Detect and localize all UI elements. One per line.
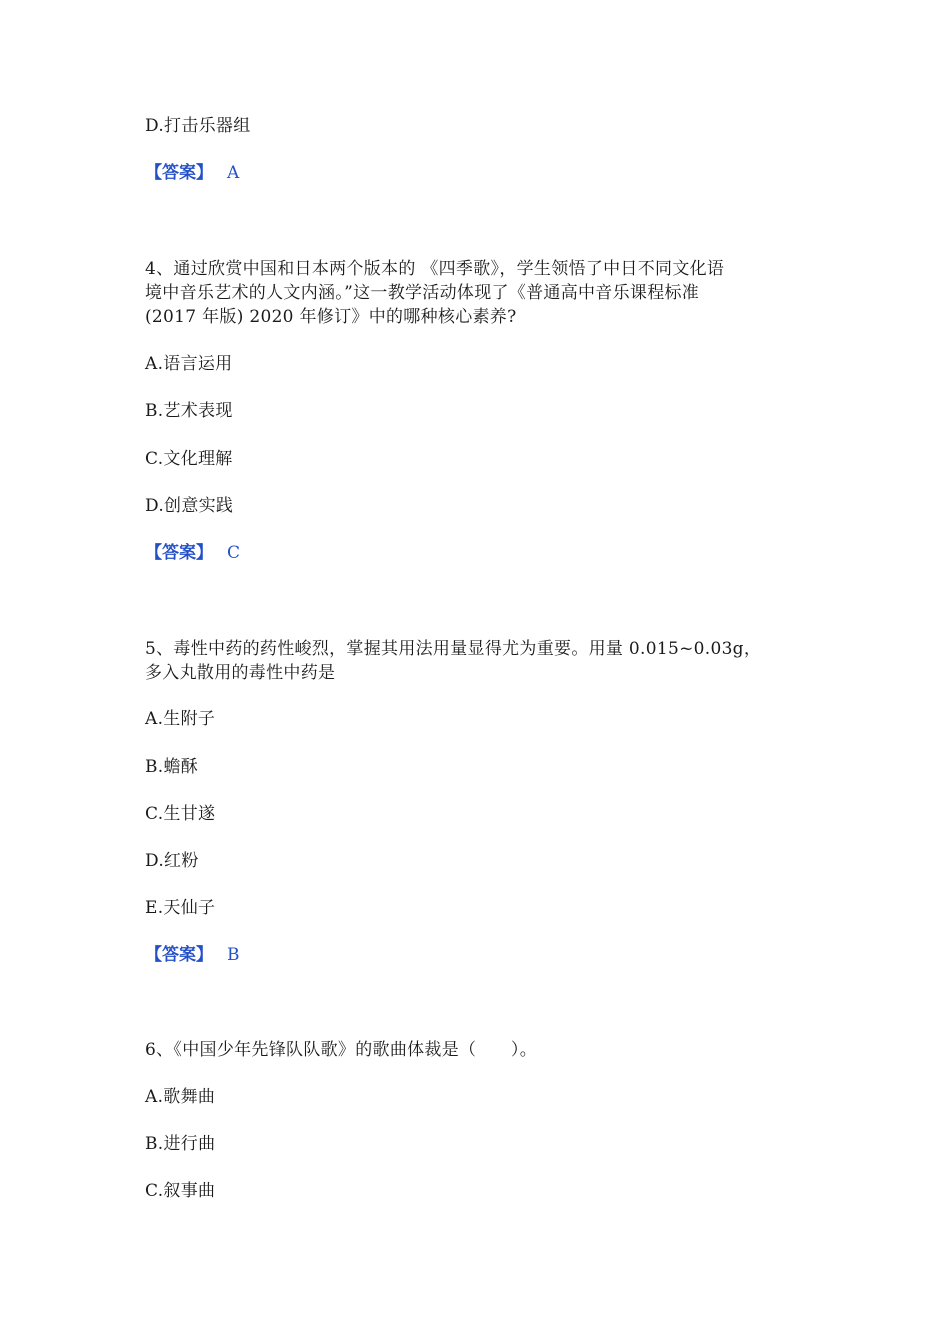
answer-label: 【答案】 bbox=[145, 945, 213, 965]
q6-option-a: A.歌舞曲 bbox=[145, 1087, 216, 1107]
q3-answer bbox=[145, 161, 239, 185]
q6-option-c: C.叙事曲 bbox=[145, 1181, 216, 1201]
q5-option-c: C.生甘遂 bbox=[145, 804, 216, 824]
q5-stem-line-2: 多入丸散用的毒性中药是 bbox=[145, 663, 336, 683]
q4-option-c: C.文化理解 bbox=[145, 449, 233, 469]
q5-answer bbox=[145, 943, 240, 967]
q6-stem-line-1: 6、《中国少年先锋队队歌》的歌曲体裁是（ ）。 bbox=[145, 1040, 538, 1060]
answer-value: A bbox=[227, 163, 240, 183]
q5-option-b: B.蟾酥 bbox=[145, 757, 199, 777]
q5-option-a: A.生附子 bbox=[145, 709, 216, 729]
q5-stem-line-1: 5、毒性中药的药性峻烈，掌握其用法用量显得尤为重要。用量 0.015~0.03g， bbox=[145, 639, 762, 659]
q4-option-a: A.语言运用 bbox=[145, 354, 233, 374]
answer-label: 【答案】 bbox=[145, 543, 213, 563]
q4-option-d: D.创意实践 bbox=[145, 496, 234, 516]
answer-value: B bbox=[227, 945, 240, 965]
q3-option-d: D.打击乐器组 bbox=[145, 116, 251, 136]
answer-label: 【答案】 bbox=[145, 163, 213, 183]
q4-option-b: B.艺术表现 bbox=[145, 401, 233, 421]
answer-value: C bbox=[227, 543, 241, 563]
q5-option-d: D.红粉 bbox=[145, 851, 199, 871]
q5-option-e: E.天仙子 bbox=[145, 898, 216, 918]
q4-stem-line-1: 4、通过欣赏中国和日本两个版本的 《四季歌》，学生领悟了中日不同文化语 bbox=[145, 259, 725, 279]
q4-stem-line-2: 境中音乐艺术的人文内涵。”这一教学活动体现了《普通高中音乐课程标准 bbox=[145, 283, 700, 303]
q4-stem-line-3: (2017 年版) 2020 年修订》中的哪种核心素养? bbox=[145, 307, 517, 327]
q4-answer bbox=[145, 541, 240, 565]
q6-option-b: B.进行曲 bbox=[145, 1134, 216, 1154]
